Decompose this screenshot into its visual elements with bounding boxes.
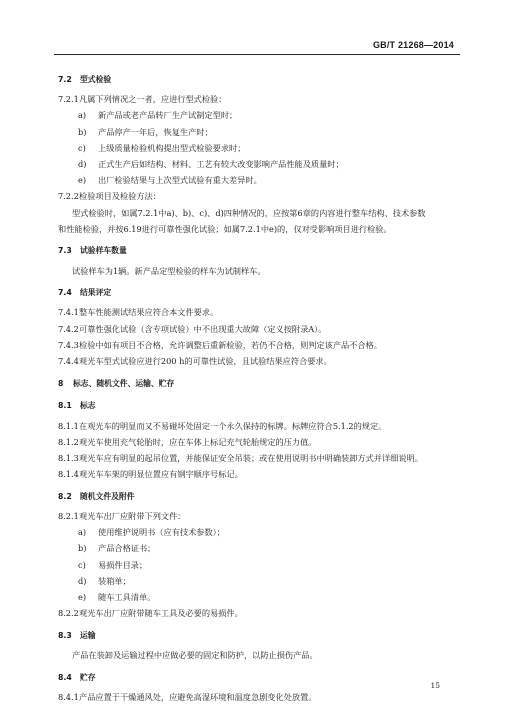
line-text: 可靠性强化试验（含专项试验）中不出现重大故障（定义按附录A）。: [79, 323, 327, 334]
clause-number: 7.4.1: [58, 307, 79, 318]
clause: [58, 188, 458, 204]
clause-number: 7.2: [58, 75, 72, 84]
clause-number: 7.4.2: [58, 323, 79, 334]
list-item: [58, 524, 458, 540]
header-rule: [54, 54, 460, 55]
clause: [58, 466, 458, 482]
clause-number: 8.1.1: [58, 420, 79, 431]
list-item: [58, 589, 458, 605]
section-heading: [58, 670, 458, 686]
paragraph: [58, 205, 458, 221]
list-marker: c): [78, 559, 86, 570]
line-text: 上级质量检验机构提出型式检验要求时；: [98, 142, 246, 153]
list-item: [58, 573, 458, 589]
line-text: 观光车型式试验应进行200 h的可靠性试验，且试验结果应符合要求。: [79, 356, 332, 366]
clause-number: 7.4.4: [58, 356, 79, 366]
line-text: 产品在装卸及运输过程中应做必要的固定和防护，以防止损伤产品。: [72, 650, 318, 660]
clause-number: 7.4: [58, 288, 72, 298]
list-marker: d): [78, 158, 87, 169]
clause-number: 8: [58, 378, 64, 388]
line-text: 随机文件及附件: [80, 491, 135, 501]
list-item: [58, 107, 458, 123]
standard-code: GB/T 21268—2014: [372, 40, 454, 50]
line-text: 试验样车为1辆。新产品定型检验的样车为试制样车。: [72, 265, 266, 276]
line-text: 凡属下列情况之一者，应进行型式检验：: [79, 94, 227, 105]
clause-number: 8.2: [58, 491, 72, 501]
line-text: 易损件目录；: [98, 559, 148, 570]
list-item: [58, 172, 458, 188]
line-text: 试验样车数量: [80, 246, 127, 256]
line-text: 观光车使用充气轮胎时，应在车体上标记充气轮胎规定的压力值。: [79, 436, 317, 447]
line-text: 检验中如有项目不合格，允许调整后重新检验，若仍不合格，则判定该产品不合格。: [79, 339, 382, 350]
line-text: 整车性能测试结果应符合本文件要求。: [79, 307, 219, 318]
clause: [58, 353, 458, 369]
clause-number: 8.1.3: [58, 452, 79, 463]
list-item: [58, 557, 458, 573]
clause-number: 8.3: [58, 630, 72, 640]
clause-number: 8.1: [58, 401, 72, 411]
list-marker: e): [78, 175, 87, 186]
section-heading: [58, 489, 458, 505]
line-text: 正式生产后如结构、材料、工艺有较大改变影响产品性能及质量时；: [98, 158, 344, 169]
line-text: 和性能检验，并按6.19进行可靠性强化试验；如属7.2.1中e)的，仅对受影响项目进行检验。: [58, 223, 392, 234]
line-text: 结果评定: [80, 288, 112, 298]
page-number: 15: [430, 681, 440, 690]
clause: [58, 304, 458, 320]
list-item: [58, 124, 458, 140]
paragraph: [58, 647, 458, 663]
clause-number: 8.2.2: [58, 608, 79, 619]
clause-number: 7.2.2: [58, 191, 79, 202]
clause-number: 8.1.4: [58, 469, 79, 480]
list-marker: a): [78, 110, 87, 121]
list-marker: c): [78, 142, 86, 153]
line-text: 观光车出厂应附带随车工具及必要的易损件。: [79, 608, 243, 619]
clause: [58, 605, 458, 621]
list-item: [58, 140, 458, 156]
clause: [58, 418, 458, 434]
section-heading: [58, 398, 458, 414]
clause-number: 8.2.1: [58, 511, 79, 521]
clause-number: 8.1.2: [58, 436, 79, 447]
list-marker: e): [78, 591, 87, 602]
line-text: 使用维护说明书（应有技术参数）；: [98, 527, 225, 538]
clause-number: 8.4: [58, 672, 72, 682]
line-text: 产品合格证书；: [98, 543, 156, 554]
clause-number: 7.3: [58, 246, 72, 256]
clause: [58, 337, 458, 353]
clause-number: 8.4.1: [58, 691, 79, 702]
line-text: 观光车出厂应附带下列文件：: [79, 511, 186, 521]
line-text: 运输: [80, 630, 96, 640]
clause: [58, 434, 458, 450]
paragraph-continuation: [58, 221, 458, 237]
list-marker: d): [78, 575, 87, 586]
list-marker: a): [78, 527, 87, 538]
line-text: 观光车车架的明显位置应有钢字顺序号标记。: [79, 469, 243, 480]
clause: [58, 91, 458, 107]
line-text: 出厂检验结果与上次型式试验有重大差异时。: [98, 175, 262, 186]
line-text: 观光车应有明显的起吊位置，并能保证安全吊装；或在使用说明书中明确装卸方式并详细说明。: [79, 452, 423, 463]
line-text: 在观光车的明显而又不易碰坏处固定一个永久保持的标牌。标牌应符合5.1.2的规定。: [79, 420, 387, 431]
line-text: 装箱单；: [98, 575, 131, 586]
section-heading: [58, 243, 458, 259]
chapter-heading: [58, 376, 458, 392]
line-text: 标志、随机文件、运输、贮存: [73, 378, 175, 388]
clause: [58, 508, 458, 524]
document-body: [58, 72, 458, 705]
line-text: 产品应置于干燥通风处，应避免高湿环境和温度急剧变化处放置。: [79, 691, 317, 702]
clause: [58, 321, 458, 337]
line-text: 型式检验时，如属7.2.1中a)、b)、c)、d)四种情况的，应按第6章的内容进行整车结构、技术参数: [72, 207, 426, 218]
section-heading: [58, 628, 458, 644]
list-marker: b): [78, 543, 87, 554]
clause: [58, 450, 458, 466]
line-text: 标志: [80, 401, 96, 411]
paragraph: [58, 263, 458, 279]
clause-number: 7.2.1: [58, 94, 79, 105]
line-text: 产品停产一年后，恢复生产时；: [98, 126, 213, 137]
list-item: [58, 540, 458, 556]
line-text: 随车工具清单。: [98, 591, 156, 602]
clause: [58, 689, 458, 705]
line-text: 贮存: [80, 672, 96, 682]
clause-number: 7.4.3: [58, 339, 79, 350]
list-item: [58, 156, 458, 172]
section-heading: [58, 72, 458, 88]
section-heading: [58, 285, 458, 301]
line-text: 新产品或老产品转厂生产试制定型时；: [98, 110, 238, 121]
list-marker: b): [78, 126, 87, 137]
line-text: 型式检验: [80, 75, 112, 84]
line-text: 检验项目及检验方法：: [79, 191, 161, 202]
